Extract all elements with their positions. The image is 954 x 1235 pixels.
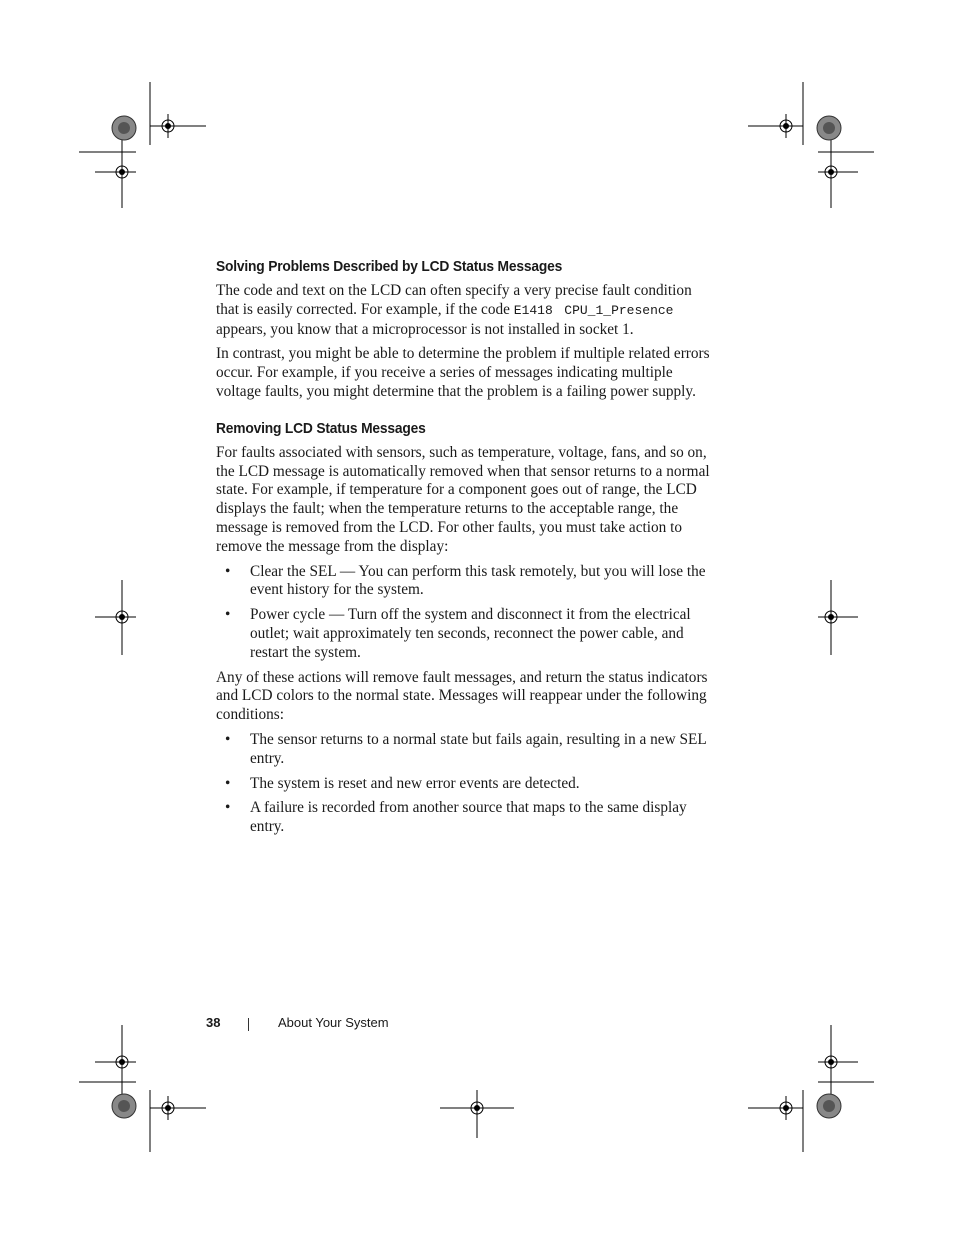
main-content — [216, 258, 716, 843]
list-item — [216, 775, 716, 794]
bullet-icon: • — [225, 799, 231, 817]
paragraph-sensor-faults: For faults associated with sensors, such as temperature, voltage, fans, and so on, the LCD message is automatically removed when that sensor returns to a normal state. For example, if temperature for a component goes out of range, the LCD displays the fault; when the temperature returns to the acceptable range, the message is removed from the LCD. For other faults, you must take action to remove the message from the display: — [216, 443, 710, 555]
bullet-list-conditions — [216, 731, 716, 837]
list-item — [216, 563, 716, 601]
bullet-icon: • — [225, 730, 231, 748]
bullet-icon: • — [225, 774, 231, 792]
footer-divider — [248, 1018, 249, 1031]
paragraph-lcd-code — [216, 282, 716, 339]
code-cpu-presence: CPU_1_Presence — [564, 302, 674, 318]
list-item-text: The sensor returns to a normal state but fails again, resulting in a new SEL entry. — [250, 730, 707, 767]
list-item-text: A failure is recorded from another source that maps to the same display entry. — [250, 799, 687, 836]
bullet-icon: • — [225, 562, 231, 580]
footer-chapter-title: About Your System — [278, 1015, 389, 1030]
list-item — [216, 799, 716, 837]
list-item-text: Clear the SEL — You can perform this task remotely, but you will lose the event history for the system. — [250, 562, 706, 599]
paragraph-multiple-errors: In contrast, you might be able to determine the problem if multiple related errors occur. For example, if you receive a series of messages indicating multiple voltage faults, you might determine that the problem is a failing power supply. — [216, 345, 710, 400]
list-item — [216, 606, 716, 662]
paragraph-reappear-conditions: Any of these actions will remove fault messages, and return the status indicators and LCD colors to the normal state. Messages will reappear under the following conditions: — [216, 668, 708, 724]
paragraph-text: The code and text on the LCD can often specify a very precise fault condition that is easily corrected. For example, if the code — [216, 282, 692, 318]
code-e1418: E1418 — [513, 302, 553, 318]
list-item-text: The system is reset and new error events are detected. — [250, 774, 580, 792]
page-number: 38 — [206, 1015, 221, 1030]
bullet-list-actions — [216, 563, 716, 663]
paragraph-text: appears, you know that a microprocessor is not installed in socket 1. — [216, 320, 634, 338]
list-item — [216, 731, 716, 769]
section-heading-solving-problems: Solving Problems Described by LCD Status Messages — [216, 258, 563, 275]
section-heading-removing-messages: Removing LCD Status Messages — [216, 419, 426, 437]
bullet-icon: • — [225, 606, 231, 624]
list-item-text: Power cycle — Turn off the system and disconnect it from the electrical outlet; wait approximately ten seconds, reconnect the power cable, and restart the system. — [250, 606, 691, 661]
